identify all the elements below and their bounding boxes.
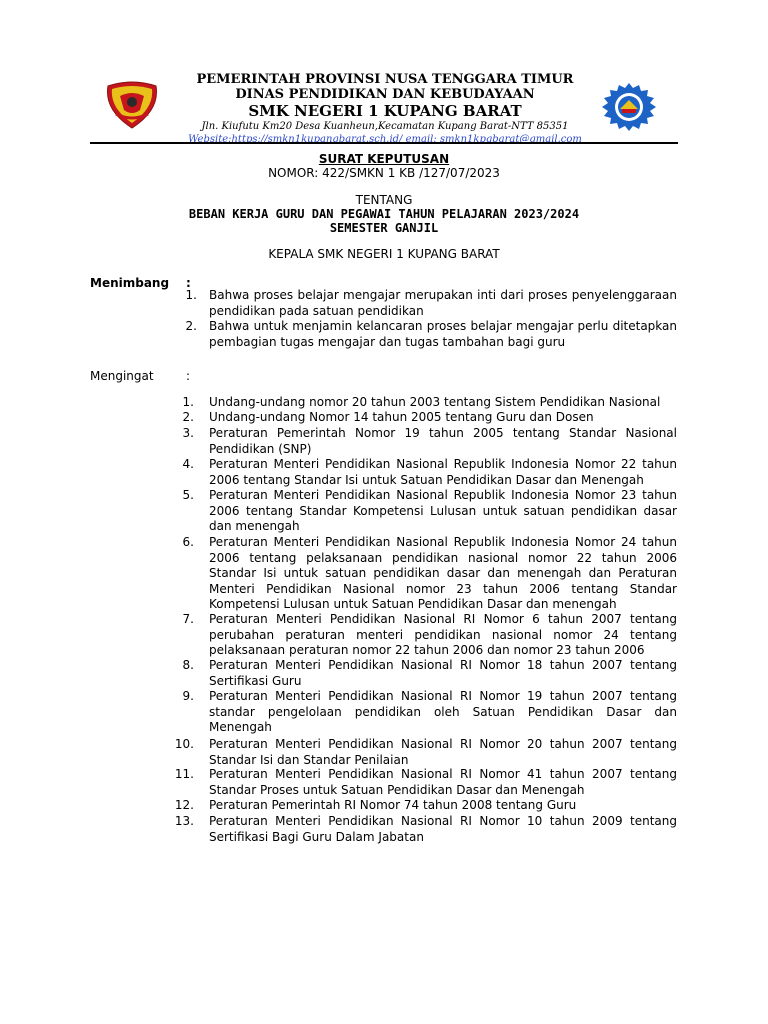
item-text: Peraturan Menteri Pendidikan Nasional RI Nomor 18 tahun 2007 tentang Sertifikasi Guru: [209, 658, 677, 688]
item-text: Peraturan Pemerintah Nomor 19 tahun 2005 tentang Standar Nasional Pendidikan (SNP): [209, 426, 677, 456]
school-logo-icon: [600, 82, 658, 132]
letterhead-divider: [90, 142, 678, 144]
item-number: 3.: [182, 426, 194, 440]
item-number: 12.: [174, 798, 194, 812]
document-issuer: KEPALA SMK NEGERI 1 KUPANG BARAT: [268, 247, 500, 261]
item-text: Peraturan Menteri Pendidikan Nasional RI Nomor 19 tahun 2007 tentang standar pengelolaan pendidikan oleh Satuan Pendidikan Dasar dan Menengah: [209, 689, 677, 734]
item-text: Undang-undang Nomor 14 tahun 2005 tentang Guru dan Dosen: [209, 410, 594, 424]
item-number: 8.: [182, 658, 194, 672]
document-number: NOMOR: 422/SMKN 1 KB /127/07/2023: [268, 166, 500, 180]
item-number: 5.: [182, 488, 194, 502]
letterhead: [0, 0, 768, 146]
item-number: 7.: [182, 612, 194, 626]
item-number: 4.: [182, 457, 194, 471]
item-number: 11.: [174, 767, 194, 781]
school-website[interactable]: Website:https://smkn1kupangbarat.sch.id/ email: smkn1kpgbarat@gmail.com: [188, 134, 582, 145]
mengingat-label: Mengingat: [90, 369, 154, 383]
mengingat-colon: :: [186, 369, 191, 383]
item-number: 13.: [174, 814, 194, 828]
menimbang-label: Menimbang: [90, 276, 170, 290]
item-text: Peraturan Menteri Pendidikan Nasional RI Nomor 10 tahun 2009 tentang Sertifikasi Bagi Guru Dalam Jabatan: [209, 814, 677, 844]
item-number: 9.: [182, 689, 194, 703]
item-text: Peraturan Menteri Pendidikan Nasional RI Nomor 6 tahun 2007 tentang perubahan peraturan menteri pendidikan nasional nomor 24 tentang pelaksanaan peraturan nomor 22 tahun 2006 dan nomor 23 tahun 2006: [209, 612, 677, 657]
item-text: Bahwa untuk menjamin kelancaran proses belajar mengajar perlu ditetapkan pembagian tugas mengajar dan tugas tambahan bagi guru: [209, 319, 677, 349]
subject-line-1: BEBAN KERJA GURU DAN PEGAWAI TAHUN PELAJARAN 2023/2024: [188, 207, 580, 221]
school-name: SMK NEGERI 1 KUPANG BARAT: [248, 102, 522, 120]
government-name: PEMERINTAH PROVINSI NUSA TENGGARA TIMUR: [196, 72, 574, 87]
school-address: Jln. Kiufutu Km20 Desa Kuanheun,Kecamatan Kupang Barat-NTT 85351: [201, 121, 569, 132]
menimbang-colon: :: [186, 276, 191, 290]
item-number: 1.: [185, 288, 197, 302]
item-text: Peraturan Pemerintah RI Nomor 74 tahun 2008 tentang Guru: [209, 798, 577, 812]
subject-line-2: SEMESTER GANJIL: [329, 221, 439, 235]
item-text: Peraturan Menteri Pendidikan Nasional Republik Indonesia Nomor 22 tahun 2006 tentang Standar Isi untuk Satuan Pendidikan Dasar dan Menengah: [209, 457, 677, 487]
item-text: Undang-undang nomor 20 tahun 2003 tentang Sistem Pendidikan Nasional: [209, 395, 661, 409]
document-subject: [0, 207, 768, 235]
item-number: 2.: [185, 319, 197, 333]
item-number: 2.: [182, 410, 194, 424]
about-label: TENTANG: [355, 193, 413, 207]
provincial-emblem-icon: [104, 80, 160, 130]
item-number: 6.: [182, 535, 194, 549]
item-text: Bahwa proses belajar mengajar merupakan inti dari proses penyelenggaraan pendidikan pada satuan pendidikan: [209, 288, 677, 318]
item-text: Peraturan Menteri Pendidikan Nasional Republik Indonesia Nomor 24 tahun 2006 tentang pelaksanaan pendidikan nasional nomor 22 tahun 2006 Standar Isi untuk satuan pendidikan dasar dan menengah dan Peraturan Menteri Pendidikan Nasional nomor 23 tahun 2006 tentang Standar Kompetensi Lulusan untuk Satuan Pendidikan Dasar dan menengah: [209, 535, 677, 611]
item-number: 1.: [182, 395, 194, 409]
item-text: Peraturan Menteri Pendidikan Nasional RI Nomor 20 tahun 2007 tentang Standar Isi dan Standar Penilaian: [209, 737, 677, 767]
item-text: Peraturan Menteri Pendidikan Nasional Republik Indonesia Nomor 23 tahun 2006 tentang Standar Kompetensi Lulusan untuk satuan pendidikan dasar dan menengah: [209, 488, 677, 533]
item-text: Peraturan Menteri Pendidikan Nasional RI Nomor 41 tahun 2007 tentang Standar Proses untuk Satuan Pendidikan Dasar dan Menengah: [209, 767, 677, 797]
letterhead-text: [160, 72, 610, 146]
item-number: 10.: [174, 737, 194, 751]
department-name: DINAS PENDIDIKAN DAN KEBUDAYAAN: [235, 87, 535, 102]
document-title: SURAT KEPUTUSAN: [318, 152, 450, 166]
